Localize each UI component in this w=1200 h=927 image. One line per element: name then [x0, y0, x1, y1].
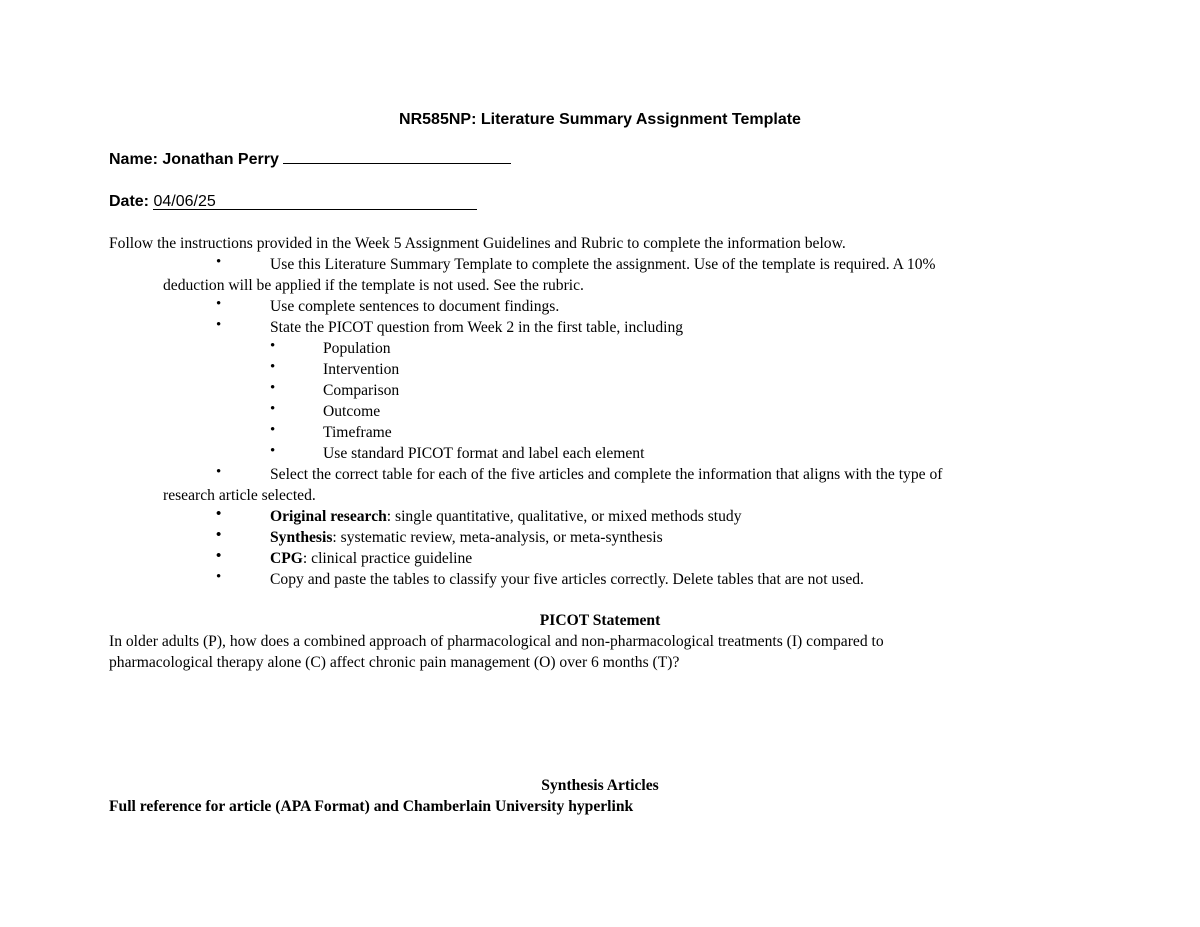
picot-item-population: Population [323, 340, 391, 357]
bullet-marker: • [216, 527, 222, 543]
bullet-marker: • [216, 296, 222, 312]
instruction-picot: State the PICOT question from Week 2 in the first table, including [270, 319, 684, 336]
picot-item-outcome: Outcome [323, 403, 381, 420]
bullet-marker: • [270, 380, 276, 396]
picot-item-timeframe: Timeframe [323, 424, 392, 441]
date-field [109, 193, 477, 211]
bullet-marker: • [216, 506, 222, 522]
picot-heading: PICOT Statement [539, 612, 661, 629]
bullet-marker: • [216, 548, 222, 564]
type-synthesis: Synthesis: systematic review, meta-analysis, or meta-synthesis [270, 529, 663, 546]
instruction-select-line1: Select the correct table for each of the five articles and complete the information that aligns with the type of [270, 466, 943, 483]
intro-text: Follow the instructions provided in the Week 5 Assignment Guidelines and Rubric to complete the information below. [109, 235, 846, 252]
picot-item-intervention: Intervention [323, 361, 400, 378]
bullet-marker: • [270, 338, 276, 354]
name-label: Name: [109, 151, 158, 168]
instruction-template-line1: Use this Literature Summary Template to complete the assignment. Use of the template is required. A 10% [270, 256, 936, 273]
reference-label: Full reference for article (APA Format) and Chamberlain University hyperlink [109, 798, 634, 815]
type-cpg: CPG: clinical practice guideline [270, 550, 473, 567]
name-underline [283, 163, 511, 164]
date-value: 04/06/25 [153, 194, 477, 210]
picot-statement-line1: In older adults (P), how does a combined approach of pharmacological and non-pharmacological treatments (I) compared to [109, 633, 884, 650]
date-label: Date: [109, 193, 150, 210]
synthesis-heading: Synthesis Articles [541, 777, 659, 794]
document-title: NR585NP: Literature Summary Assignment Template [399, 111, 801, 128]
bullet-marker: • [216, 254, 222, 270]
name-value: Jonathan Perry [162, 151, 279, 168]
bullet-marker: • [270, 359, 276, 375]
bullet-marker: • [216, 464, 222, 480]
type-original-research: Original research: single quantitative, qualitative, or mixed methods study [270, 508, 742, 525]
instruction-select-line2: research article selected. [163, 487, 316, 504]
picot-statement-line2: pharmacological therapy alone (C) affect chronic pain management (O) over 6 months (T)? [109, 654, 680, 671]
instruction-copy: Copy and paste the tables to classify your five articles correctly. Delete tables that are not used. [270, 571, 864, 588]
bullet-marker: • [216, 317, 222, 333]
bullet-marker: • [216, 569, 222, 585]
bullet-marker: • [270, 443, 276, 459]
picot-item-comparison: Comparison [323, 382, 400, 399]
bullet-marker: • [270, 422, 276, 438]
name-field [109, 151, 511, 169]
picot-item-format: Use standard PICOT format and label each element [323, 445, 645, 462]
bullet-marker: • [270, 401, 276, 417]
instruction-template-line2: deduction will be applied if the template is not used. See the rubric. [163, 277, 584, 294]
instruction-sentences: Use complete sentences to document findings. [270, 298, 560, 315]
